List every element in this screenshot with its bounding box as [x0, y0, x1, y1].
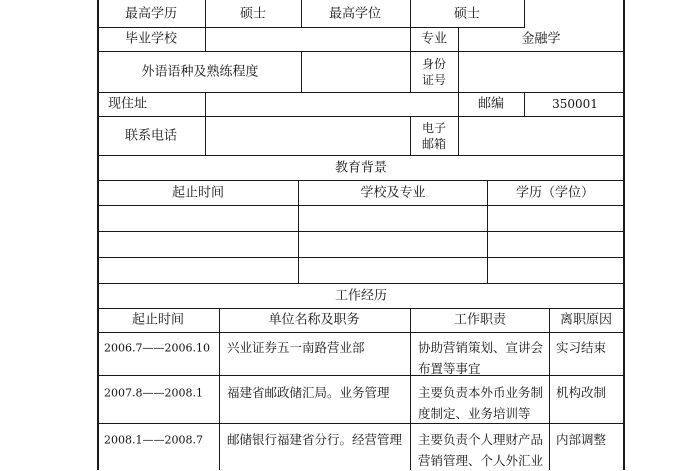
work-header-period: 起止时间	[131, 312, 185, 328]
postcode-value: 350001	[552, 97, 598, 111]
work-header-duty: 工作职责	[453, 312, 507, 328]
postcode-label: 邮编	[477, 96, 505, 112]
work-unit-cell: 邮储银行福建省分行。经营管理	[227, 431, 403, 447]
work-header-reason: 离职原因	[559, 312, 613, 328]
address-label: 现住址	[108, 96, 148, 112]
work-section-title: 工作经历	[334, 288, 388, 304]
edu-header-school: 学校及专业	[360, 185, 426, 201]
phone-label: 联系电话	[124, 128, 178, 144]
id-label: 身份证号	[421, 57, 446, 87]
work-period-cell: 2008.1——2008.7	[104, 433, 203, 447]
work-reason-cell: 机构改制	[556, 384, 607, 400]
work-header-unit: 单位名称及职务	[268, 312, 360, 328]
school-label: 毕业学校	[124, 31, 178, 47]
education-section-title: 教育背景	[334, 160, 388, 176]
edu-header-period: 起止时间	[171, 185, 225, 201]
work-duty-cell: 主要负责个人理财产品营销管理、个人外汇业	[418, 432, 544, 468]
work-unit-cell: 福建省邮政储汇局。业务管理	[227, 384, 390, 400]
work-period-cell: 2006.7——2006.10	[104, 341, 210, 355]
work-period-cell: 2007.8——2008.1	[104, 386, 203, 400]
title-value: 硕士	[453, 6, 481, 22]
work-unit-cell: 兴业证券五一南路营业部	[227, 339, 365, 355]
degree-label: 最高学历	[124, 6, 178, 22]
work-reason-cell: 内部调整	[556, 431, 607, 447]
major-value: 金融学	[521, 31, 561, 47]
major-label: 专业	[420, 31, 448, 47]
language-label: 外语语种及熟练程度	[141, 64, 259, 80]
work-reason-cell: 实习结束	[556, 339, 607, 355]
edu-header-degree: 学历（学位）	[515, 185, 595, 201]
email-label: 电子邮箱	[421, 121, 446, 151]
title-label: 最高学位	[328, 6, 382, 22]
degree-value: 硕士	[239, 6, 267, 22]
work-duty-cell: 主要负责本外币业务制度制定、业务培训等	[418, 385, 544, 421]
work-duty-cell: 协助营销策划、宣讲会布置等事宜	[418, 340, 544, 376]
